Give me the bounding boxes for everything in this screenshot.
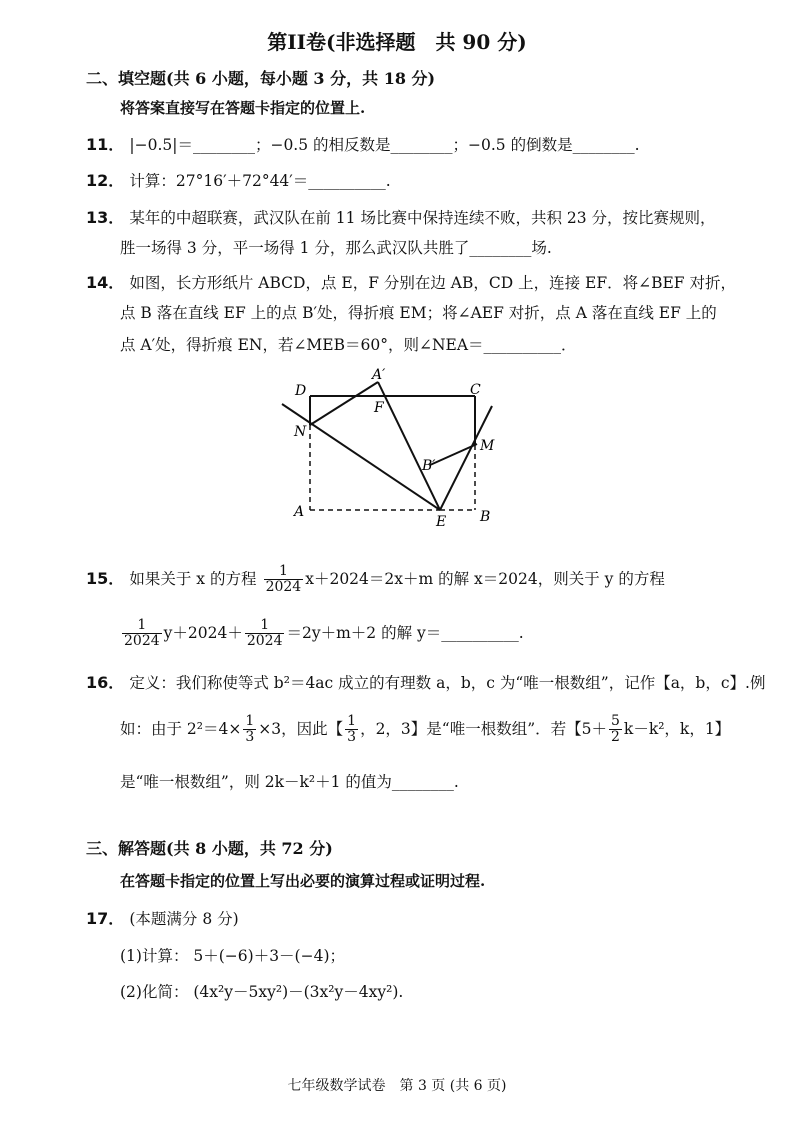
fraction-numerator: 5 xyxy=(611,713,620,730)
question-16-line3: 是“唯一根数组”，则 2k－k²＋1 的值为________. xyxy=(120,773,459,791)
question-points: (本题满分 8 分) xyxy=(129,910,239,928)
fraction-numerator: 1 xyxy=(245,713,255,730)
question-number: 12． xyxy=(86,171,125,190)
line-EF xyxy=(378,382,440,510)
label-A: A xyxy=(294,504,305,520)
fraction-numerator: 1 xyxy=(347,713,357,730)
question-11 xyxy=(86,132,640,155)
question-text: 计算：27°16′＋72°44′＝__________. xyxy=(129,172,391,190)
question-text-c: ，2，3】是“唯一根数组”．若【5＋ xyxy=(360,720,607,738)
fraction-1-2024 xyxy=(264,564,304,594)
question-16 xyxy=(86,670,765,693)
fraction-denominator: 2 xyxy=(611,729,620,745)
question-14-line2: 点 B 落在直线 EF 上的点 B′处，得折痕 EM；将∠AEF 对折，点 A 落在直线 EF 上的 xyxy=(120,304,717,322)
question-text-line1: 如图，长方形纸片 ABCD，点 E，F 分别在边 AB，CD 上，连接 EF．将∠BEF 对折， xyxy=(129,274,736,292)
question-text-part2: x＋2024＝2x＋m 的解 x＝2024，则关于 y 的方程 xyxy=(305,570,665,588)
segment-B-prime-M xyxy=(430,444,477,465)
fraction-denominator: 2024 xyxy=(265,579,302,595)
rectangle-fold-figure xyxy=(270,360,510,530)
question-13-line2: 胜一场得 3 分，平一场得 1 分，那么武汉队共胜了________场. xyxy=(120,239,552,257)
label-E: E xyxy=(436,514,447,530)
fraction-denominator: 3 xyxy=(245,729,255,745)
segment-NA-prime xyxy=(310,382,378,425)
question-17-part1: (1)计算： 5＋(−6)＋3－(−4)； xyxy=(120,947,345,965)
crease-EN xyxy=(282,404,440,510)
question-17 xyxy=(86,906,239,929)
label-C: C xyxy=(470,382,481,398)
fraction-denominator: 3 xyxy=(347,729,357,745)
fraction-numerator: 1 xyxy=(264,564,304,580)
question-number: 13． xyxy=(86,208,125,227)
question-number: 11． xyxy=(86,135,125,154)
question-13 xyxy=(86,205,716,228)
fraction-numerator: 1 xyxy=(122,618,162,634)
label-F: F xyxy=(374,400,384,416)
fraction-denominator: 2024 xyxy=(246,633,283,649)
section3-instruction: 在答题卡指定的位置上写出必要的演算过程或证明过程. xyxy=(120,872,486,890)
question-15-line2 xyxy=(120,612,524,654)
fraction-numerator: 1 xyxy=(245,618,285,634)
fraction-1-2024 xyxy=(122,618,162,648)
question-number: 14． xyxy=(86,273,125,292)
label-D: D xyxy=(295,383,307,399)
label-B-prime: B′ xyxy=(422,458,436,474)
question-text-part4: ＝2y＋m＋2 的解 y＝__________. xyxy=(286,624,524,642)
question-number: 17． xyxy=(86,909,125,928)
question-text-b: ×3，因此【 xyxy=(258,720,344,738)
question-15 xyxy=(86,558,665,600)
question-text-part1: 如果关于 x 的方程 xyxy=(129,570,257,588)
label-M: M xyxy=(480,438,495,454)
question-14-line3: 点 A′处，得折痕 EN，若∠MEB＝60°，则∠NEA＝__________． xyxy=(120,336,577,354)
question-text-d: k－k²，k，1】 xyxy=(623,720,731,738)
page-title: 第II卷(非选择题 共 90 分) xyxy=(267,30,527,54)
fraction-1-3 xyxy=(243,714,256,744)
question-16-line2 xyxy=(120,707,730,751)
question-text-a: 如：由于 2²＝4× xyxy=(120,720,242,738)
label-A-prime: A′ xyxy=(372,367,386,383)
fraction-1-3 xyxy=(345,714,358,744)
fraction-5-2 xyxy=(609,714,622,744)
section2-instruction: 将答案直接写在答题卡指定的位置上. xyxy=(120,99,366,117)
question-14 xyxy=(86,270,736,293)
label-N: N xyxy=(294,424,307,440)
fraction-1-2024 xyxy=(245,618,285,648)
fraction-denominator: 2024 xyxy=(124,633,160,649)
label-B: B xyxy=(480,509,491,525)
question-text-line1: 某年的中超联赛，武汉队在前 11 场比赛中保持连续不败，共积 23 分，按比赛规则， xyxy=(129,209,716,227)
question-text-line1: 定义：我们称使等式 b²＝4ac 成立的有理数 a，b，c 为“唯一根数组”，记作【a，b，c】.例 xyxy=(129,674,766,692)
question-17-part2: (2)化简： (4x²y－5xy²)－(3x²y－4xy²). xyxy=(120,983,404,1001)
question-text: |−0.5|＝________；−0.5 的相反数是________；−0.5 的倒数是________. xyxy=(129,136,640,154)
question-12 xyxy=(86,168,391,191)
question-number: 16． xyxy=(86,673,125,692)
question-text-part3: y＋2024＋ xyxy=(163,624,243,642)
section3-heading: 三、解答题(共 8 小题，共 72 分) xyxy=(86,839,333,858)
section2-heading: 二、填空题(共 6 小题，每小题 3 分，共 18 分) xyxy=(86,69,436,88)
page-footer: 七年级数学试卷 第 3 页 (共 6 页) xyxy=(287,1078,507,1094)
question-number: 15． xyxy=(86,569,125,588)
